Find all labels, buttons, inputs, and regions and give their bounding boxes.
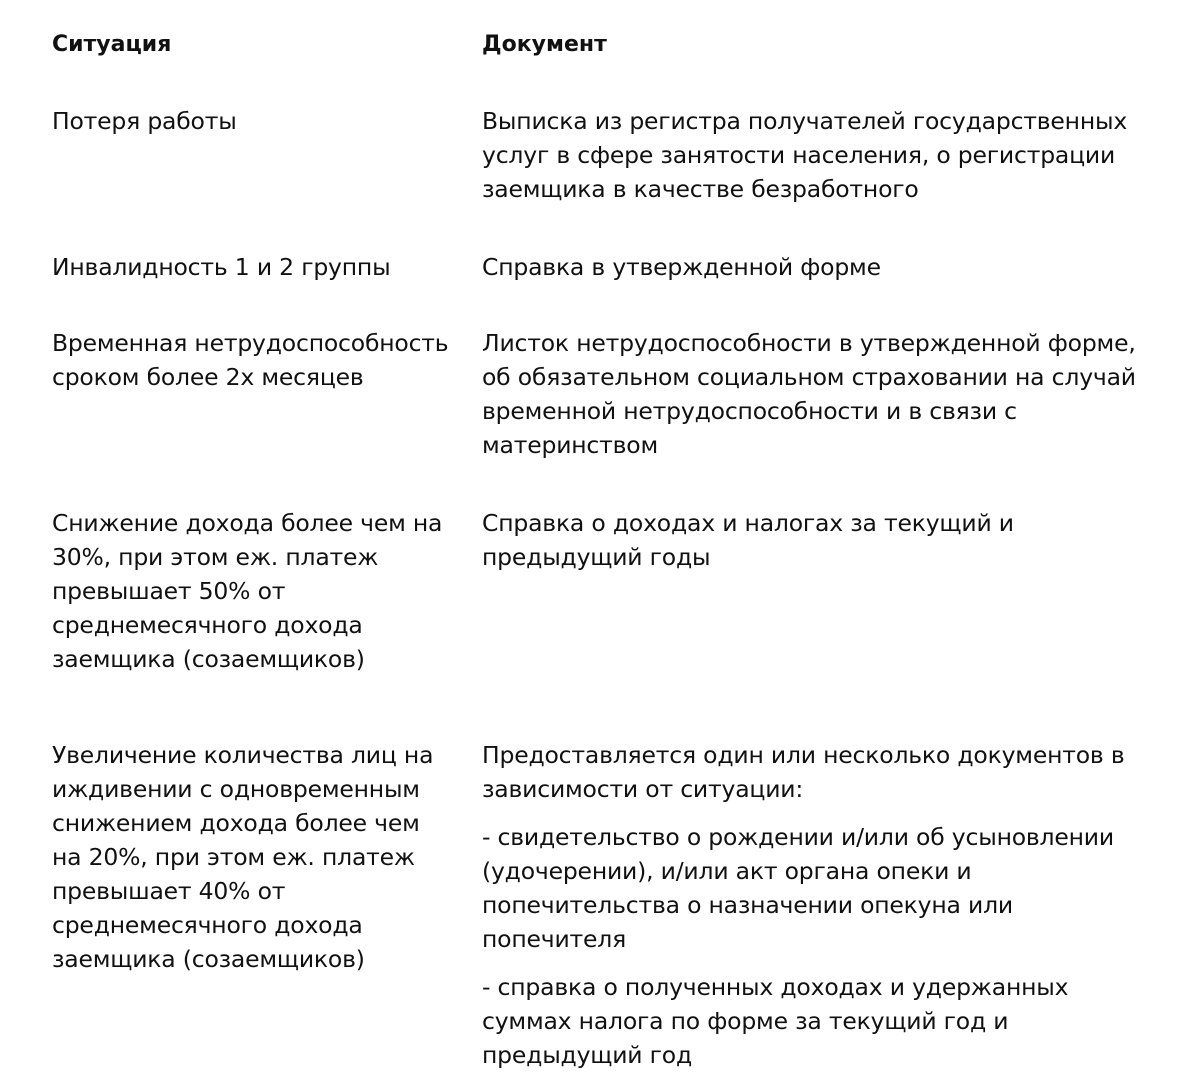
column-header-situation: Ситуация [52, 32, 172, 57]
column-header-document: Документ [482, 32, 607, 57]
situation-cell: Снижение дохода более чем на 30%, при этом еж. платеж превышает 50% от среднемесячного дохода заемщика (созаемщиков) [52, 509, 443, 673]
document-paragraph: Листок нетрудоспособности в утвержденной форме, об обязательном социальном страховании на случай временной нетрудоспособности и в связи с материнством [482, 329, 1136, 459]
document-cell [482, 104, 1162, 206]
document-paragraph: Справка в утвержденной форме [482, 253, 881, 281]
situation-cell: Увеличение количества лиц на иждивении с одновременным снижением дохода более чем на 20%, при этом еж. платеж превышает 40% от среднемесячного дохода заемщика (созаемщиков) [52, 741, 434, 973]
document-paragraph: Предоставляется один или несколько документов в зависимости от ситуации: [482, 741, 1125, 803]
document-paragraph: - свидетельство о рождении и/или об усыновлении (удочерении), и/или акт органа опеки и попечительства о назначении опекуна или попечителя [482, 823, 1114, 953]
document-paragraph: - справка о полученных доходах и удержанных суммах налога по форме за текущий год и предыдущий год [482, 973, 1069, 1069]
situation-cell: Инвалидность 1 и 2 группы [52, 253, 391, 281]
table-header [52, 30, 1162, 64]
document-cell [482, 250, 1162, 284]
document-paragraph: Справка о доходах и налогах за текущий и предыдущий годы [482, 509, 1014, 571]
document-cell [482, 738, 1162, 1072]
situation-cell: Потеря работы [52, 107, 237, 135]
document-cell [482, 326, 1162, 462]
document-cell [482, 506, 1162, 574]
situation-cell: Временная нетрудоспособность сроком более 2х месяцев [52, 329, 449, 391]
document-paragraph: Выписка из регистра получателей государственных услуг в сфере занятости населения, о регистрации заемщика в качестве безработного [482, 107, 1128, 203]
